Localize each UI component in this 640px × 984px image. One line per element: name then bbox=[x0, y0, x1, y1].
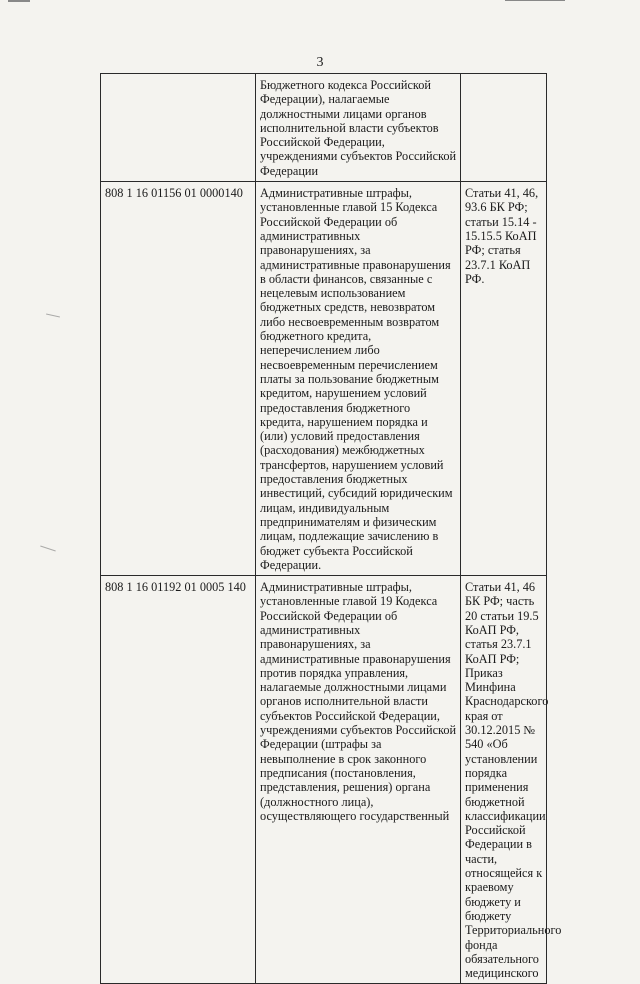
code-cell bbox=[101, 74, 256, 182]
code-cell: 808 1 16 01192 01 0005 140 bbox=[101, 576, 256, 984]
code-cell: 808 1 16 01156 01 0000140 bbox=[101, 182, 256, 576]
description-cell: Административные штрафы, установленные главой 15 Кодекса Российской Федерации об административных правонарушениях, за административные правонарушения в области финансов, связанные с нецелевым использованием бюджетных средств, невозвратом либо несвоевременным возвратом бюджетного кредита, неперечислением либо несвоевременным перечислением платы за пользование бюджетным кредитом, нарушением условий предоставления бюджетного кредита, нарушением порядка и (или) условий предоставления (расходования) межбюджетных трансфертов, нарушением условий предоставления бюджетных инвестиций, субсидий юридическим лицам, индивидуальным предпринимателям и физическим лицам, подлежащие зачислению в бюджет субъекта Российской Федерации. bbox=[256, 182, 461, 576]
table-row bbox=[101, 576, 547, 984]
margin-mark bbox=[46, 314, 60, 318]
page-number: 3 bbox=[316, 55, 324, 70]
description-cell: Бюджетного кодекса Российской Федерации), налагаемые должностными лицами органов исполнительной власти субъектов Российской Федерации, учреждениями субъектов Российской Федерации bbox=[256, 74, 461, 182]
basis-cell bbox=[461, 74, 547, 182]
scan-edge-right bbox=[505, 0, 565, 1]
basis-cell: Статьи 41, 46 БК РФ; часть 20 статьи 19.5 КоАП РФ, статья 23.7.1 КоАП РФ; Приказ Минфина Краснодарского края от 30.12.2015 № 540 «Об установлении порядка применения бюджетной классификации Российской Федерации в части, относящейся к краевому бюджету и бюджету Территориального фонда обязательного медицинского bbox=[461, 576, 547, 984]
description-cell: Административные штрафы, установленные главой 19 Кодекса Российской Федерации об административных правонарушениях, за административные правонарушения против порядка управления, налагаемые должностными лицами органов исполнительной власти субъектов Российской Федерации, учреждениями субъектов Российской Федерации (штрафы за невыполнение в срок законного предписания (постановления, представления, решения) органа (должностного лица), осуществляющего государственный bbox=[256, 576, 461, 984]
table-row bbox=[101, 182, 547, 576]
basis-cell: Статьи 41, 46, 93.6 БК РФ; статьи 15.14 - 15.15.5 КоАП РФ; статья 23.7.1 КоАП РФ. bbox=[461, 182, 547, 576]
margin-mark bbox=[40, 546, 56, 552]
table-row bbox=[101, 74, 547, 182]
budget-codes-table bbox=[100, 73, 562, 984]
scan-edge-left bbox=[8, 0, 30, 2]
